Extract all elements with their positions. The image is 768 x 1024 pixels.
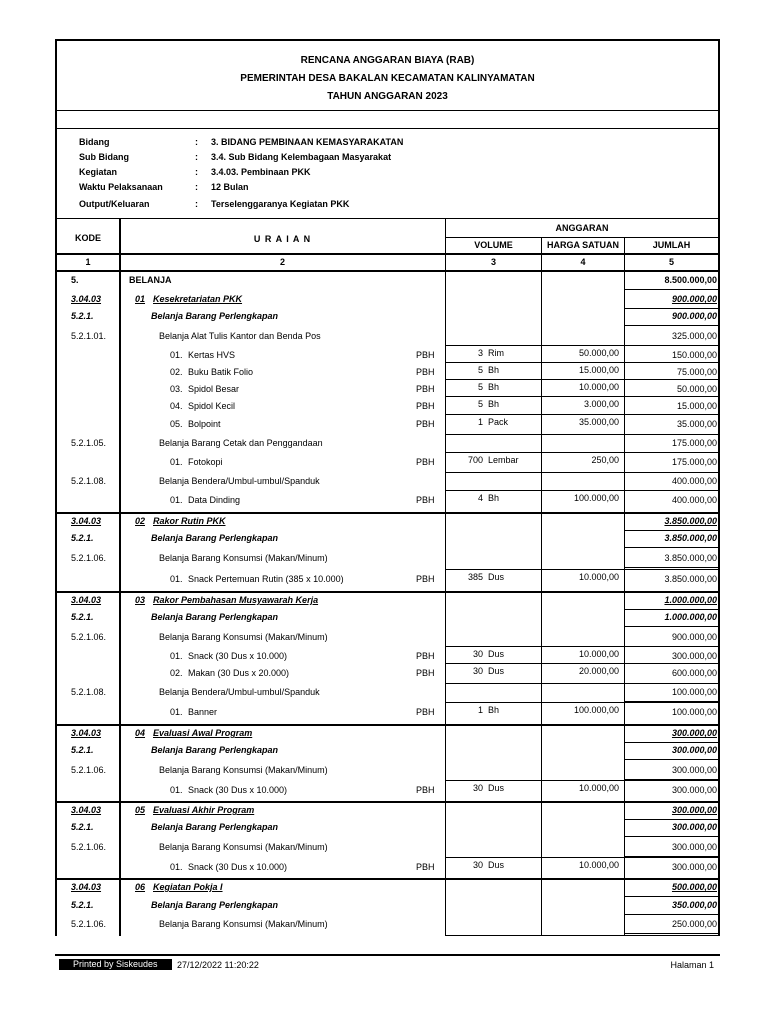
- item-unit: Bh: [488, 705, 500, 715]
- row-jumlah: 3.850.000,00: [664, 574, 717, 584]
- row-divider: [446, 935, 718, 936]
- item-source: PBH: [416, 495, 435, 505]
- row-divider: [446, 512, 718, 513]
- info-separator: :: [195, 199, 198, 209]
- doc-subtitle: PEMERINTAH DESA BAKALAN KECAMATAN KALINYAMATAN: [240, 73, 535, 84]
- item-unit: Dus: [488, 649, 505, 659]
- row-code: 5.2.1.06.: [71, 765, 107, 775]
- group-name: Belanja Barang Perlengkapan: [151, 745, 279, 755]
- group-name: Belanja Barang Perlengkapan: [151, 311, 279, 321]
- item-name: Buku Batik Folio: [188, 367, 254, 377]
- item-number: 01.: [170, 862, 183, 872]
- info-value: Terselenggaranya Kegiatan PKK: [211, 199, 350, 209]
- divider: [57, 128, 718, 129]
- program-name: Rakor Rutin PKK: [153, 516, 226, 526]
- doc-year: TAHUN ANGGARAN 2023: [327, 91, 448, 102]
- item-volume: 4: [477, 493, 483, 503]
- sub-name: Belanja Bendera/Umbul-umbul/Spanduk: [159, 687, 320, 697]
- row-divider: [446, 702, 718, 703]
- item-number: 04.: [170, 401, 183, 411]
- col-number: 2: [279, 257, 285, 267]
- row-code: 5.: [71, 275, 79, 285]
- info-label: Output/Keluaran: [79, 199, 150, 209]
- item-unit: Dus: [488, 666, 505, 676]
- item-number: 01.: [170, 707, 183, 717]
- sub-name: Belanja Barang Konsumsi (Makan/Minum): [159, 842, 328, 852]
- row-jumlah: 50.000,00: [676, 384, 717, 394]
- jumlah-divider: [625, 547, 718, 548]
- row-code: 5.2.1.: [71, 533, 94, 543]
- row-divider: [446, 724, 718, 725]
- item-source: PBH: [416, 651, 435, 661]
- jumlah-divider: [625, 896, 718, 897]
- item-harga: 10.000,00: [578, 382, 619, 392]
- row-jumlah: 8.500.000,00: [664, 275, 717, 285]
- header-kode: KODE: [74, 233, 101, 243]
- item-harga: 250,00: [591, 455, 619, 465]
- group-name: Belanja Barang Perlengkapan: [151, 900, 279, 910]
- sub-name: Belanja Barang Konsumsi (Makan/Minum): [159, 632, 328, 642]
- jumlah-divider: [625, 836, 718, 837]
- item-volume: 1: [477, 417, 483, 427]
- info-label: Kegiatan: [79, 167, 118, 177]
- group-name: Belanja Barang Perlengkapan: [151, 822, 279, 832]
- row-code: 5.2.1.06.: [71, 919, 107, 929]
- row-code: 3.04.03: [71, 728, 102, 738]
- sub-name: Belanja Barang Konsumsi (Makan/Minum): [159, 919, 328, 929]
- program-number: 06: [135, 882, 146, 892]
- sub-name: Belanja Barang Cetak dan Penggandaan: [159, 438, 323, 448]
- row-jumlah: 300.000,00: [671, 728, 717, 738]
- header-volume: VOLUME: [474, 240, 513, 250]
- jumlah-divider: [625, 567, 718, 568]
- item-name: Banner: [188, 707, 218, 717]
- item-name: Snack (30 Dus x 10.000): [188, 651, 288, 661]
- sub-name: Belanja Barang Konsumsi (Makan/Minum): [159, 553, 328, 563]
- col-divider: [624, 237, 625, 936]
- item-volume: 5: [477, 399, 483, 409]
- sub-name: Belanja Alat Tulis Kantor dan Benda Pos: [159, 331, 321, 341]
- item-volume: 5: [477, 365, 483, 375]
- program-name: Rakor Pembahasan Musyawarah Kerja: [153, 595, 319, 605]
- item-source: PBH: [416, 350, 435, 360]
- program-name: Kesekretariatan PKK: [153, 294, 243, 304]
- footer: [55, 954, 720, 974]
- item-source: PBH: [416, 574, 435, 584]
- row-jumlah: 400.000,00: [671, 495, 717, 505]
- item-unit: Bh: [488, 399, 500, 409]
- row-jumlah: 175.000,00: [671, 457, 717, 467]
- row-code: 5.2.1.06.: [71, 553, 107, 563]
- divider: [57, 218, 718, 219]
- row-divider: [446, 379, 718, 380]
- info-separator: :: [195, 152, 198, 162]
- item-harga: 100.000,00: [573, 705, 619, 715]
- divider: [446, 237, 718, 238]
- info-separator: :: [195, 137, 198, 147]
- item-harga: 20.000,00: [578, 666, 619, 676]
- row-code: 5.2.1.: [71, 822, 94, 832]
- row-divider: [446, 569, 718, 570]
- item-unit: Bh: [488, 365, 500, 375]
- info-separator: :: [195, 167, 198, 177]
- item-name: Kertas HVS: [188, 350, 236, 360]
- belanja-label: BELANJA: [129, 275, 172, 285]
- row-divider: [446, 434, 718, 435]
- info-label: Sub Bidang: [79, 152, 129, 162]
- row-divider: [446, 490, 718, 491]
- row-code: 3.04.03: [71, 805, 102, 815]
- row-jumlah: 3.850.000,00: [664, 516, 717, 526]
- row-jumlah: 325.000,00: [671, 331, 717, 341]
- item-number: 01.: [170, 350, 183, 360]
- row-jumlah: 600.000,00: [671, 668, 717, 678]
- row-jumlah: 500.000,00: [671, 882, 717, 892]
- item-source: PBH: [416, 785, 435, 795]
- item-volume: 30: [472, 666, 483, 676]
- jumlah-divider: [625, 325, 718, 326]
- col-divider: [541, 237, 542, 936]
- divider: [57, 270, 718, 272]
- sub-name: Belanja Barang Konsumsi (Makan/Minum): [159, 765, 328, 775]
- row-jumlah: 300.000,00: [671, 822, 717, 832]
- row-code: 5.2.1.: [71, 612, 94, 622]
- item-unit: Lembar: [488, 455, 519, 465]
- row-code: 3.04.03: [71, 595, 102, 605]
- item-number: 01.: [170, 495, 183, 505]
- col-divider: [445, 219, 446, 936]
- program-name: Evaluasi Awal Program: [153, 728, 253, 738]
- header-uraian: U R A I A N: [253, 234, 312, 244]
- row-code: 5.2.1.01.: [71, 331, 107, 341]
- row-jumlah: 300.000,00: [671, 842, 717, 852]
- row-divider: [446, 591, 718, 592]
- item-name: Bolpoint: [188, 419, 221, 429]
- header-harga-satuan: HARGA SATUAN: [547, 240, 619, 250]
- item-name: Spidol Besar: [188, 384, 240, 394]
- row-divider: [446, 452, 718, 453]
- divider: [57, 110, 718, 111]
- item-unit: Pack: [488, 417, 509, 427]
- row-code: 3.04.03: [71, 516, 102, 526]
- info-value: 3. BIDANG PEMBINAAN KEMASYARAKATAN: [211, 137, 404, 147]
- rab-document: [55, 39, 720, 936]
- item-harga: 10.000,00: [578, 860, 619, 870]
- row-code: 5.2.1.06.: [71, 632, 107, 642]
- print-date: 27/12/2022 11:20:22: [177, 960, 259, 970]
- item-harga: 15.000,00: [578, 365, 619, 375]
- col-divider: [119, 219, 121, 936]
- item-harga: 10.000,00: [578, 783, 619, 793]
- printed-by-badge: Printed by Siskeudes: [59, 959, 172, 970]
- item-volume: 3: [477, 348, 483, 358]
- row-code: 3.04.03: [71, 882, 102, 892]
- item-name: Data Dinding: [188, 495, 241, 505]
- row-jumlah: 300.000,00: [671, 785, 717, 795]
- item-source: PBH: [416, 457, 435, 467]
- row-jumlah: 3.850.000,00: [664, 553, 717, 563]
- program-name: Evaluasi Akhir Program: [153, 805, 255, 815]
- program-number: 01: [135, 294, 146, 304]
- divider: [57, 253, 718, 255]
- info-value: 3.4.03. Pembinaan PKK: [211, 167, 311, 177]
- jumlah-divider: [625, 759, 718, 760]
- row-jumlah: 1.000.000,00: [664, 595, 717, 605]
- item-harga: 50.000,00: [578, 348, 619, 358]
- row-code: 5.2.1.05.: [71, 438, 107, 448]
- row-jumlah: 300.000,00: [671, 765, 717, 775]
- row-divider: [446, 396, 718, 397]
- row-divider: [446, 857, 718, 858]
- row-jumlah: 900.000,00: [671, 632, 717, 642]
- row-divider: [446, 878, 718, 879]
- row-divider: [446, 345, 718, 346]
- item-number: 01.: [170, 651, 183, 661]
- item-harga: 3.000,00: [583, 399, 619, 409]
- row-jumlah: 75.000,00: [676, 367, 717, 377]
- col-number: 5: [668, 257, 674, 267]
- item-volume: 30: [472, 860, 483, 870]
- item-source: PBH: [416, 419, 435, 429]
- row-code: 5.2.1.: [71, 900, 94, 910]
- info-label: Bidang: [79, 137, 110, 147]
- item-source: PBH: [416, 707, 435, 717]
- item-unit: Bh: [488, 493, 500, 503]
- program-number: 04: [135, 728, 146, 738]
- row-jumlah: 900.000,00: [671, 294, 717, 304]
- col-number: 4: [580, 257, 586, 267]
- info-value: 12 Bulan: [211, 182, 249, 192]
- jumlah-divider: [625, 933, 718, 934]
- item-harga: 10.000,00: [578, 572, 619, 582]
- program-name: Kegiatan Pokja I: [153, 882, 223, 892]
- item-number: 01.: [170, 574, 183, 584]
- item-source: PBH: [416, 384, 435, 394]
- page-number: Halaman 1: [670, 960, 714, 970]
- item-number: 02.: [170, 668, 183, 678]
- row-jumlah: 900.000,00: [671, 311, 717, 321]
- header-jumlah: JUMLAH: [652, 240, 691, 250]
- item-unit: Dus: [488, 783, 505, 793]
- item-name: Snack Pertemuan Rutin (385 x 10.000): [188, 574, 344, 584]
- doc-title: RENCANA ANGGARAN BIAYA (RAB): [300, 55, 475, 66]
- item-volume: 5: [477, 382, 483, 392]
- item-name: Spidol Kecil: [188, 401, 236, 411]
- row-divider: [446, 362, 718, 363]
- row-jumlah: 300.000,00: [671, 745, 717, 755]
- sub-name: Belanja Bendera/Umbul-umbul/Spanduk: [159, 476, 320, 486]
- program-number: 05: [135, 805, 146, 815]
- row-code: 5.2.1.08.: [71, 476, 107, 486]
- row-code: 5.2.1.06.: [71, 842, 107, 852]
- row-divider: [446, 472, 718, 473]
- row-code: 5.2.1.08.: [71, 687, 107, 697]
- item-name: Snack (30 Dus x 10.000): [188, 785, 288, 795]
- info-separator: :: [195, 182, 198, 192]
- item-source: PBH: [416, 862, 435, 872]
- jumlah-divider: [625, 742, 718, 743]
- item-source: PBH: [416, 367, 435, 377]
- program-number: 02: [135, 516, 146, 526]
- row-divider: [446, 801, 718, 802]
- item-volume: 700: [467, 455, 483, 465]
- row-jumlah: 300.000,00: [671, 651, 717, 661]
- jumlah-divider: [625, 308, 718, 309]
- jumlah-divider: [625, 289, 718, 290]
- jumlah-divider: [625, 530, 718, 531]
- item-number: 02.: [170, 367, 183, 377]
- col-number: 1: [85, 257, 91, 267]
- row-jumlah: 1.000.000,00: [664, 612, 717, 622]
- row-code: 3.04.03: [71, 294, 102, 304]
- info-value: 3.4. Sub Bidang Kelembagaan Masyarakat: [211, 152, 392, 162]
- row-divider: [446, 683, 718, 684]
- item-unit: Rim: [488, 348, 504, 358]
- row-divider: [446, 663, 718, 664]
- item-number: 01.: [170, 785, 183, 795]
- jumlah-divider: [625, 819, 718, 820]
- item-number: 01.: [170, 457, 183, 467]
- program-number: 03: [135, 595, 146, 605]
- item-volume: 385: [467, 572, 483, 582]
- jumlah-divider: [625, 914, 718, 915]
- item-harga: 35.000,00: [578, 417, 619, 427]
- item-source: PBH: [416, 401, 435, 411]
- item-volume: 30: [472, 649, 483, 659]
- item-volume: 1: [477, 705, 483, 715]
- row-jumlah: 400.000,00: [671, 476, 717, 486]
- item-name: Snack (30 Dus x 10.000): [188, 862, 288, 872]
- row-jumlah: 250.000,00: [671, 919, 717, 929]
- item-name: Makan (30 Dus x 20.000): [188, 668, 290, 678]
- row-jumlah: 150.000,00: [671, 350, 717, 360]
- row-jumlah: 3.850.000,00: [664, 533, 717, 543]
- row-code: 5.2.1.: [71, 745, 94, 755]
- item-source: PBH: [416, 668, 435, 678]
- row-code: 5.2.1.: [71, 311, 94, 321]
- item-unit: Dus: [488, 860, 505, 870]
- row-jumlah: 300.000,00: [671, 805, 717, 815]
- item-unit: Dus: [488, 572, 505, 582]
- item-harga: 100.000,00: [573, 493, 619, 503]
- jumlah-divider: [625, 609, 718, 610]
- row-jumlah: 300.000,00: [671, 862, 717, 872]
- row-jumlah: 35.000,00: [676, 419, 717, 429]
- col-number: 3: [490, 257, 496, 267]
- row-jumlah: 350.000,00: [671, 900, 717, 910]
- group-name: Belanja Barang Perlengkapan: [151, 612, 279, 622]
- header-anggaran: ANGGARAN: [555, 223, 609, 233]
- row-divider: [446, 780, 718, 781]
- group-name: Belanja Barang Perlengkapan: [151, 533, 279, 543]
- item-number: 03.: [170, 384, 183, 394]
- row-jumlah: 15.000,00: [676, 401, 717, 411]
- row-jumlah: 100.000,00: [671, 707, 717, 717]
- row-divider: [446, 414, 718, 415]
- row-jumlah: 175.000,00: [671, 438, 717, 448]
- item-name: Fotokopi: [188, 457, 223, 467]
- item-number: 05.: [170, 419, 183, 429]
- item-unit: Bh: [488, 382, 500, 392]
- footer-divider: [55, 954, 720, 956]
- row-jumlah: 100.000,00: [671, 687, 717, 697]
- info-label: Waktu Pelaksanaan: [79, 182, 163, 192]
- row-divider: [446, 646, 718, 647]
- jumlah-divider: [625, 626, 718, 627]
- item-volume: 30: [472, 783, 483, 793]
- item-harga: 10.000,00: [578, 649, 619, 659]
